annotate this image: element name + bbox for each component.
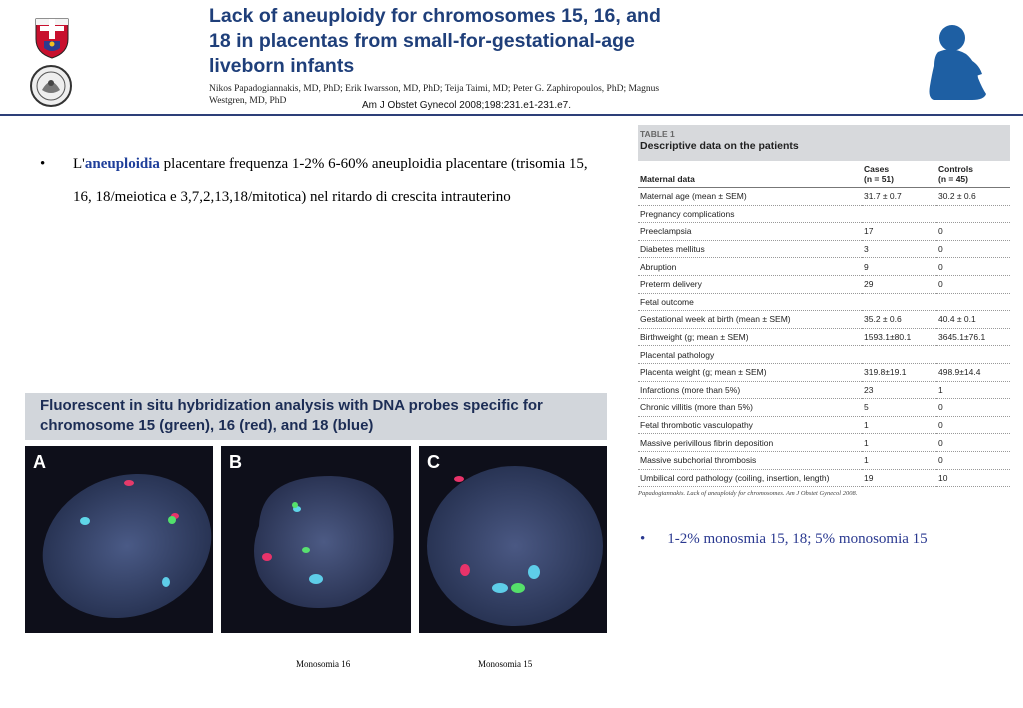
col-header-maternal: Maternal data bbox=[638, 161, 862, 188]
row-label: Fetal outcome bbox=[638, 293, 862, 311]
col-header-cases bbox=[862, 161, 936, 188]
cell-controls bbox=[936, 293, 1010, 311]
row-label: Preeclampsia bbox=[638, 223, 862, 241]
cell-cases: 29 bbox=[862, 275, 936, 293]
table-caption: Descriptive data on the patients bbox=[640, 140, 799, 152]
cell-cases: 9 bbox=[862, 258, 936, 276]
table-row bbox=[638, 451, 1010, 469]
row-label: Gestational week at birth (mean ± SEM) bbox=[638, 311, 862, 329]
cell-controls: 0 bbox=[936, 240, 1010, 258]
row-label: Birthweight (g; mean ± SEM) bbox=[638, 328, 862, 346]
col-header-controls bbox=[936, 161, 1010, 188]
cell-cases: 31.7 ± 0.7 bbox=[862, 188, 936, 206]
table-header-band bbox=[638, 125, 1010, 161]
header-divider bbox=[0, 114, 1023, 116]
controls-label: Controls bbox=[938, 164, 973, 174]
cell-controls: 1 bbox=[936, 381, 1010, 399]
table-row bbox=[638, 311, 1010, 329]
table-row bbox=[638, 275, 1010, 293]
bullet-marker: • bbox=[40, 156, 46, 172]
university-crest-logo bbox=[32, 15, 72, 64]
table-row bbox=[638, 416, 1010, 434]
bullet-body: placentare frequenza 1-2% 6-60% aneuploidia placentare (trisomia 15, 16, 18/meiotica e 3,7,2,13,18/mitotica) nel ritardo di crescita intrauterino bbox=[73, 156, 588, 205]
cell-controls: 0 bbox=[936, 416, 1010, 434]
data-table bbox=[638, 161, 1010, 487]
table-label: TABLE 1 bbox=[640, 129, 675, 139]
cases-label: Cases bbox=[864, 164, 890, 174]
table-row bbox=[638, 399, 1010, 417]
cell-controls: 0 bbox=[936, 399, 1010, 417]
fish-panel-c bbox=[419, 446, 607, 633]
row-label: Pregnancy complications bbox=[638, 205, 862, 223]
bullet-prefix: L' bbox=[73, 156, 85, 172]
panel-label-a: A bbox=[33, 452, 46, 472]
fish-panel-a bbox=[25, 446, 213, 633]
cell-cases: 35.2 ± 0.6 bbox=[862, 311, 936, 329]
cell-cases: 1 bbox=[862, 434, 936, 452]
cell-controls bbox=[936, 346, 1010, 364]
seal-logo bbox=[28, 64, 74, 113]
bullet-marker: • bbox=[640, 531, 646, 547]
author-list: Nikos Papadogiannakis, MD, PhD; Erik Iwarsson, MD, PhD; Teija Taimi, MD; Peter G. Zaphiropoulos, PhD; Magnus Westgren, MD, PhD bbox=[209, 84, 660, 105]
cell-cases: 319.8±19.1 bbox=[862, 363, 936, 381]
cell-controls: 0 bbox=[936, 258, 1010, 276]
row-label: Chronic villitis (more than 5%) bbox=[638, 399, 862, 417]
fish-panel-b bbox=[221, 446, 411, 633]
cell-controls bbox=[936, 205, 1010, 223]
journal-citation: Am J Obstet Gynecol 2008;198:231.e1-231.e7. bbox=[362, 100, 572, 111]
table-header-row bbox=[638, 161, 1010, 188]
keyword-aneuploidia: aneuploidia bbox=[84, 156, 160, 172]
right-bullet-paragraph bbox=[640, 531, 928, 548]
table-row bbox=[638, 434, 1010, 452]
table-row bbox=[638, 293, 1010, 311]
fish-figure-title: Fluorescent in situ hybridization analysis with DNA probes specific for chromosome 15 (green), 16 (red), and 18 (blue) bbox=[40, 397, 543, 434]
cell-cases: 5 bbox=[862, 399, 936, 417]
cell-cases: 23 bbox=[862, 381, 936, 399]
row-label: Diabetes mellitus bbox=[638, 240, 862, 258]
cell-controls: 498.9±14.4 bbox=[936, 363, 1010, 381]
cell-cases: 17 bbox=[862, 223, 936, 241]
cell-cases: 19 bbox=[862, 469, 936, 487]
table-row bbox=[638, 258, 1010, 276]
row-label: Preterm delivery bbox=[638, 275, 862, 293]
row-label: Fetal thrombotic vasculopathy bbox=[638, 416, 862, 434]
cell-cases bbox=[862, 293, 936, 311]
cell-controls: 10 bbox=[936, 469, 1010, 487]
table-row bbox=[638, 205, 1010, 223]
cell-controls: 30.2 ± 0.6 bbox=[936, 188, 1010, 206]
cell-cases bbox=[862, 205, 936, 223]
table-footnote: Papadogiannakis. Lack of aneuploidy for chromosomes. Am J Obstet Gynecol 2008. bbox=[638, 490, 858, 498]
table-row bbox=[638, 328, 1010, 346]
controls-n: (n = 45) bbox=[938, 174, 968, 184]
row-label: Umbilical cord pathology (coiling, insertion, length) bbox=[638, 469, 862, 487]
cell-cases: 1 bbox=[862, 451, 936, 469]
table-row bbox=[638, 346, 1010, 364]
descriptive-data-table bbox=[638, 125, 1010, 497]
cell-controls: 0 bbox=[936, 223, 1010, 241]
table-row bbox=[638, 469, 1010, 487]
table-row bbox=[638, 188, 1010, 206]
right-bullet-text: 1-2% monosmia 15, 18; 5% monosomia 15 bbox=[667, 531, 928, 547]
cell-cases: 3 bbox=[862, 240, 936, 258]
bullet-text bbox=[73, 148, 610, 214]
cell-cases bbox=[862, 346, 936, 364]
cell-controls: 0 bbox=[936, 434, 1010, 452]
row-label: Maternal age (mean ± SEM) bbox=[638, 188, 862, 206]
table-row bbox=[638, 381, 1010, 399]
caption-monosomia-15: Monosomia 15 bbox=[478, 659, 533, 669]
article-title: Lack of aneuploidy for chromosomes 15, 16, and 18 in placentas from small-for-gestational-age liveborn infants bbox=[209, 5, 661, 77]
cell-controls: 3645.1±76.1 bbox=[936, 328, 1010, 346]
row-label: Placental pathology bbox=[638, 346, 862, 364]
cell-controls: 0 bbox=[936, 451, 1010, 469]
cases-n: (n = 51) bbox=[864, 174, 894, 184]
cell-controls: 0 bbox=[936, 275, 1010, 293]
cell-cases: 1593.1±80.1 bbox=[862, 328, 936, 346]
panel-label-c: C bbox=[427, 452, 440, 472]
caption-monosomia-16: Monosomia 16 bbox=[296, 659, 351, 669]
row-label: Massive subchorial thrombosis bbox=[638, 451, 862, 469]
table-row bbox=[638, 363, 1010, 381]
row-label: Infarctions (more than 5%) bbox=[638, 381, 862, 399]
panel-label-b: B bbox=[229, 452, 242, 472]
row-label: Abruption bbox=[638, 258, 862, 276]
main-bullet-paragraph bbox=[40, 148, 610, 214]
cell-cases: 1 bbox=[862, 416, 936, 434]
row-label: Placenta weight (g; mean ± SEM) bbox=[638, 363, 862, 381]
table-row bbox=[638, 240, 1010, 258]
baby-silhouette-icon bbox=[926, 22, 988, 107]
table-row bbox=[638, 223, 1010, 241]
cell-controls: 40.4 ± 0.1 bbox=[936, 311, 1010, 329]
row-label: Massive perivillous fibrin deposition bbox=[638, 434, 862, 452]
